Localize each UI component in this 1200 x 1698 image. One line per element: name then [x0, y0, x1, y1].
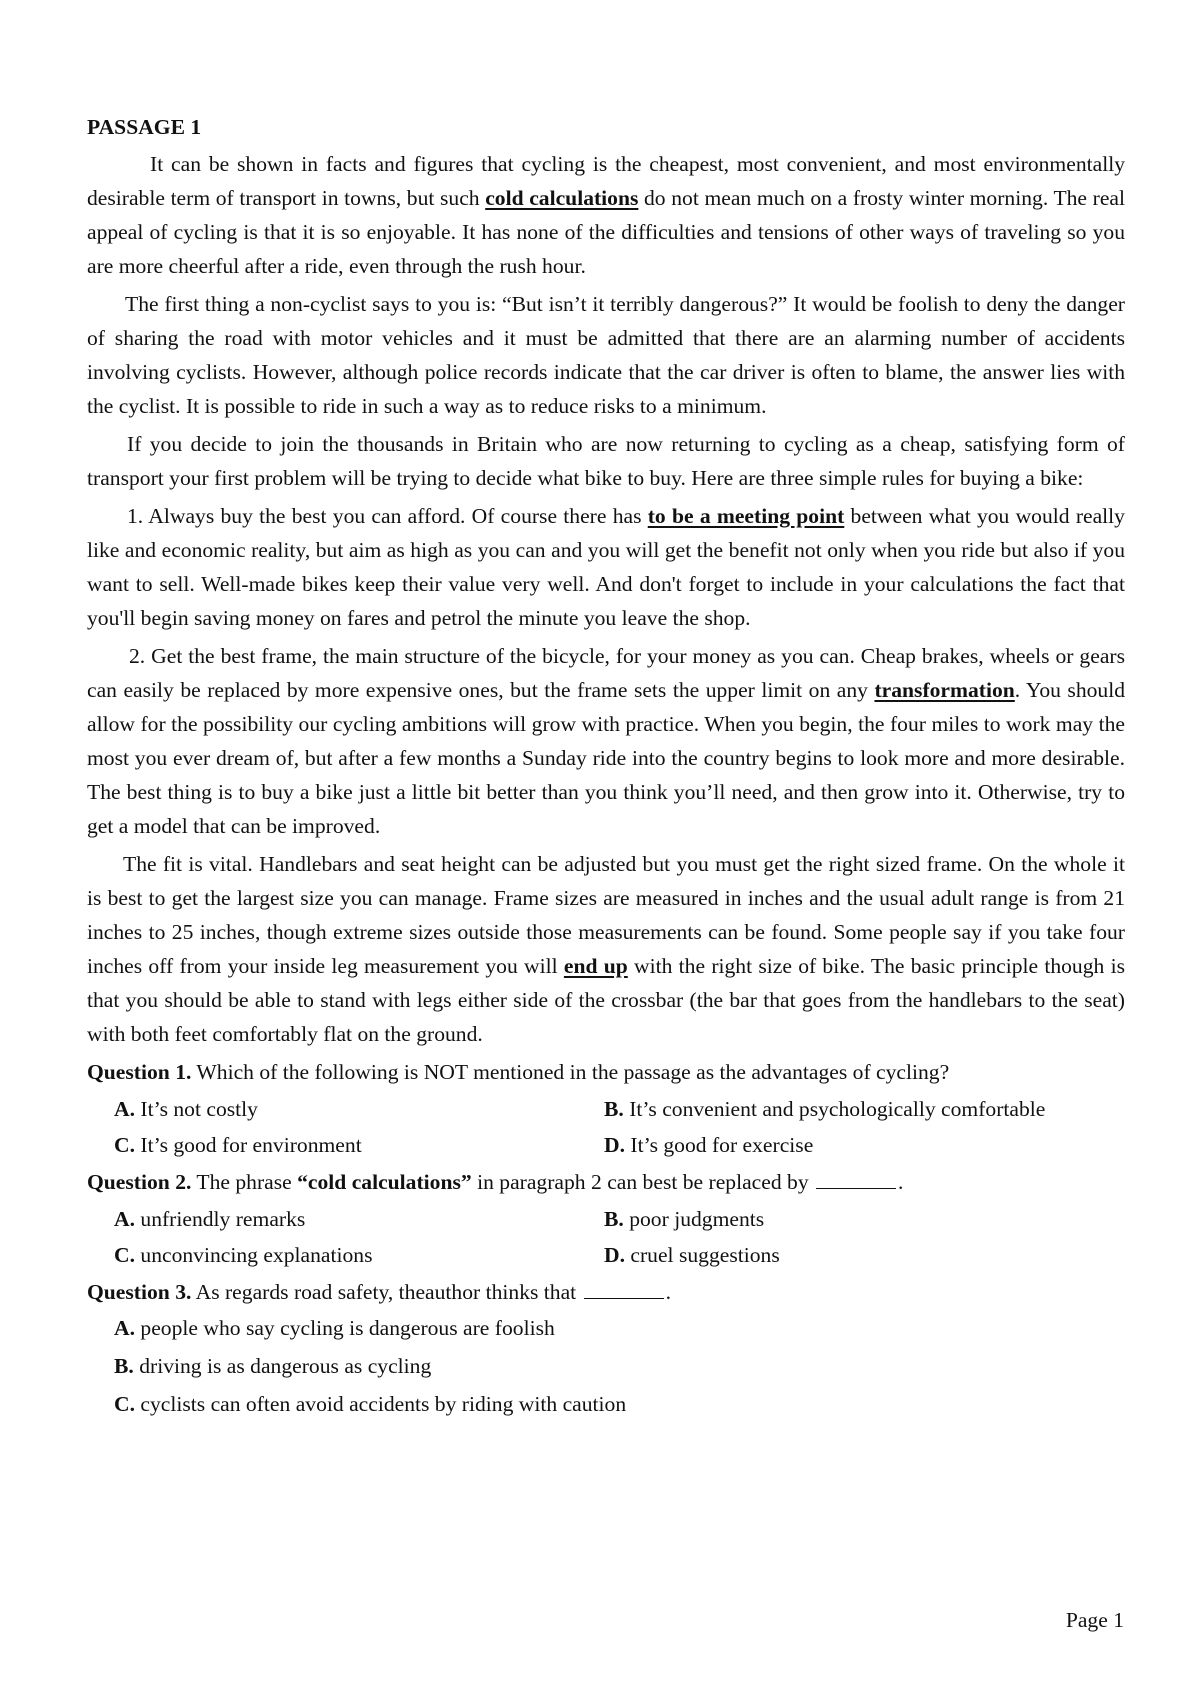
question-2-option-a[interactable]: [114, 1201, 604, 1237]
question-1-option-d[interactable]: [604, 1127, 1125, 1163]
option-text: It’s convenient and psychologically comfortable: [623, 1097, 1046, 1121]
question-3-option-b[interactable]: [87, 1347, 1125, 1385]
question-1: [87, 1055, 1125, 1089]
option-key: C.: [114, 1243, 135, 1267]
highlight-meeting-point: to be a meeting point: [647, 504, 845, 528]
option-key: C.: [114, 1133, 135, 1157]
option-text: unfriendly remarks: [135, 1207, 306, 1231]
question-2-option-d[interactable]: [604, 1237, 1125, 1273]
option-key: D.: [604, 1133, 625, 1157]
option-text: It’s good for environment: [135, 1133, 362, 1157]
rule-1-text-b: between what you would really like and economic reality, but aim as high as you can and you will get the benefit not only when you ride but also if you want to sell. Well-made bikes keep their value very well. And don't forget to include in your calculations the fact that you'll begin saving money on fares and petrol the minute you leave the shop.: [87, 504, 1125, 630]
page-number: Page 1: [1065, 1608, 1124, 1632]
paragraph-2: The first thing a non-cyclist says to you is: “But isn’t it terribly dangerous?” It would be foolish to deny the danger of sharing the road with motor vehicles and it must be admitted that there are an alarming number of accidents involving cyclists. However, although police records indicate that the car driver is often to blame, the answer lies with the cyclist. It is possible to ride in such a way as to reduce risks to a minimum.: [87, 292, 1125, 418]
question-1-label: Question 1.: [87, 1060, 192, 1084]
document-page: [87, 110, 1125, 1423]
rule-2-text-b: . You should allow for the possibility our cycling ambitions will grow with practice. When you begin, the four miles to work may the most you ever dream of, but after a few months a Sunday ride into the country begins to look more and more desirable. The best thing is to buy a bike just a little bit better than you think you’ll need, and then grow into it. Otherwise, try to get a model that can be improved.: [87, 678, 1126, 838]
question-2-text-a: The phrase: [191, 1170, 298, 1194]
paragraph-rule-1: [87, 499, 1125, 635]
question-2-end: .: [898, 1170, 904, 1194]
question-3-option-c[interactable]: [87, 1385, 1125, 1423]
question-1-option-b[interactable]: [604, 1091, 1125, 1127]
question-1-text: Which of the following is NOT mentioned in the passage as the advantages of cycling?: [191, 1060, 950, 1084]
rule-1-text-a: 1. Always buy the best you can afford. Of course there has: [127, 504, 648, 528]
question-2-phrase: “cold calculations”: [297, 1170, 472, 1194]
answer-blank: [816, 1170, 896, 1189]
question-3: [87, 1275, 1125, 1309]
question-3-option-a[interactable]: [87, 1309, 1125, 1347]
option-text: unconvincing explanations: [135, 1243, 373, 1267]
paragraph-1: [87, 147, 1125, 283]
fit-text-a: The fit is vital. Handlebars and seat height can be adjusted but you must get the right sized frame. On the whole it is best to get the largest size you can manage. Frame sizes are measured in inches and the usual adult range is from 21 inches to 25 inches, though extreme sizes outside those measurements can be found. Some people say if you take four inches off from your inside leg measurement you will: [87, 852, 1125, 978]
question-1-option-c[interactable]: [114, 1127, 604, 1163]
paragraph-fit: [87, 847, 1125, 1051]
question-2-text-b: in paragraph 2 can best be replaced by: [471, 1170, 815, 1194]
question-3-end: .: [665, 1280, 671, 1304]
question-2-label: Question 2.: [87, 1170, 192, 1194]
option-key: A.: [114, 1207, 135, 1231]
option-key: B.: [604, 1097, 624, 1121]
option-text: poor judgments: [623, 1207, 765, 1231]
option-key: C.: [114, 1392, 135, 1416]
option-text: cyclists can often avoid accidents by riding with caution: [135, 1392, 627, 1416]
paragraph-1-text-b: do not mean much on a frosty winter morning. The real appeal of cycling is that it is so enjoyable. It has none of the difficulties and tensions of other ways of traveling so you are more cheerful after a ride, even through the rush hour.: [87, 186, 1125, 278]
question-2-options: [87, 1201, 1125, 1273]
paragraph-rule-2: [87, 639, 1125, 843]
option-key: A.: [114, 1097, 135, 1121]
rule-2-text-a: 2. Get the best frame, the main structure of the bicycle, for your money as you can. Cheap brakes, wheels or gears can easily be replaced by more expensive ones, but the frame sets the upper limit on any: [87, 644, 1125, 702]
question-3-label: Question 3.: [87, 1280, 192, 1304]
option-text: people who say cycling is dangerous are foolish: [135, 1316, 555, 1340]
highlight-cold-calculations: cold calculations: [485, 186, 639, 210]
option-key: D.: [604, 1243, 625, 1267]
question-2-option-c[interactable]: [114, 1237, 604, 1273]
option-key: B.: [604, 1207, 624, 1231]
question-2: [87, 1165, 1125, 1199]
option-key: B.: [114, 1354, 134, 1378]
question-3-text: As regards road safety, theauthor thinks that: [191, 1280, 582, 1304]
question-1-options: [87, 1091, 1125, 1163]
question-2-option-b[interactable]: [604, 1201, 1125, 1237]
paragraph-3: If you decide to join the thousands in Britain who are now returning to cycling as a cheap, satisfying form of transport your first problem will be trying to decide what bike to buy. Here are three simple rules for buying a bike:: [87, 432, 1125, 490]
passage-heading: PASSAGE 1: [87, 115, 202, 139]
question-1-option-a[interactable]: [114, 1091, 604, 1127]
answer-blank: [584, 1280, 664, 1299]
option-text: cruel suggestions: [625, 1243, 780, 1267]
paragraph-1-text-a: It can be shown in facts and figures that cycling is the cheapest, most convenient, and most environmentally desirable term of transport in towns, but such: [87, 152, 1125, 210]
option-text: It’s good for exercise: [625, 1133, 814, 1157]
option-key: A.: [114, 1316, 135, 1340]
highlight-transformation: transformation: [874, 678, 1015, 702]
highlight-end-up: end up: [563, 954, 628, 978]
option-text: It’s not costly: [135, 1097, 258, 1121]
fit-text-b: with the right size of bike. The basic principle though is that you should be able to stand with legs either side of the crossbar (the bar that goes from the handlebars to the seat) with both feet comfortably flat on the ground.: [87, 954, 1125, 1046]
option-text: driving is as dangerous as cycling: [133, 1354, 432, 1378]
